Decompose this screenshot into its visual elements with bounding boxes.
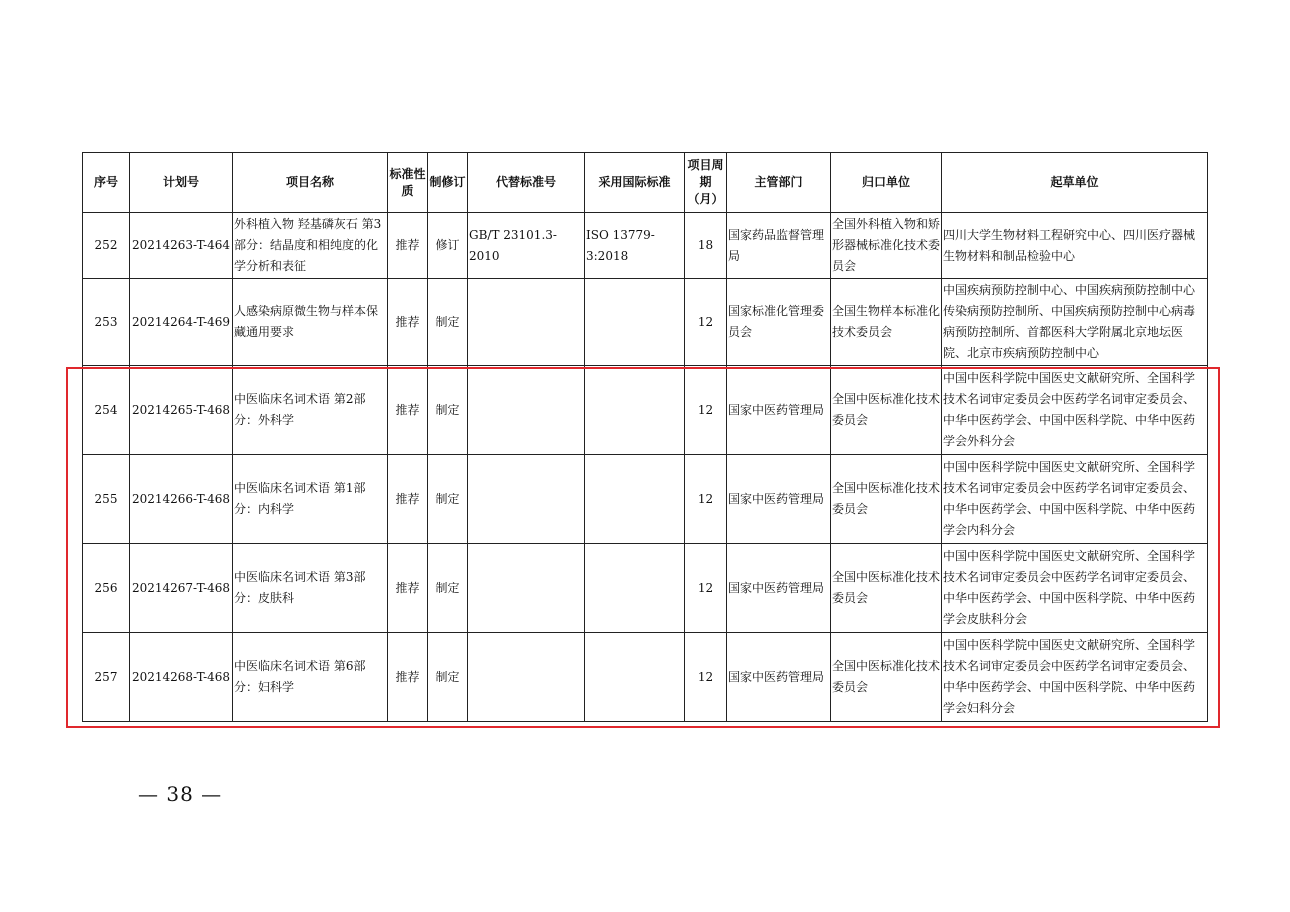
revision-type-cell: 制定 <box>428 633 468 722</box>
drafter-cell: 中国中医科学院中国医史文献研究所、全国科学技术名词审定委员会中医药学名词审定委员会、中华中医药学会、中国中医科学院、中华中医药学会外科分会 <box>942 366 1208 455</box>
replaced-standard-cell <box>468 633 585 722</box>
serial-cell: 254 <box>83 366 130 455</box>
header-cell: 标准性质 <box>388 153 428 213</box>
header-cell: 归口单位 <box>831 153 942 213</box>
replaced-standard-cell <box>468 366 585 455</box>
replaced-standard-cell <box>468 279 585 366</box>
period-cell: 12 <box>685 633 727 722</box>
replaced-standard-cell: GB/T 23101.3-2010 <box>468 213 585 279</box>
intl-standard-cell: ISO 13779-3:2018 <box>585 213 685 279</box>
department-cell: 国家中医药管理局 <box>727 366 831 455</box>
header-cell: 采用国际标准 <box>585 153 685 213</box>
project-name-cell: 外科植入物 羟基磷灰石 第3部分：结晶度和相纯度的化学分析和表征 <box>233 213 388 279</box>
plan-number-cell: 20214266-T-468 <box>130 455 233 544</box>
intl-standard-cell <box>585 279 685 366</box>
project-name-cell: 中医临床名词术语 第2部分：外科学 <box>233 366 388 455</box>
table-row <box>83 279 1208 366</box>
technical-committee-cell: 全国中医标准化技术委员会 <box>831 366 942 455</box>
header-cell: 计划号 <box>130 153 233 213</box>
standards-plan-table <box>82 152 1208 722</box>
project-name-cell: 中医临床名词术语 第6部分：妇科学 <box>233 633 388 722</box>
project-name-cell: 中医临床名词术语 第1部分：内科学 <box>233 455 388 544</box>
serial-cell: 255 <box>83 455 130 544</box>
drafter-cell: 中国中医科学院中国医史文献研究所、全国科学技术名词审定委员会中医药学名词审定委员会、中华中医药学会、中国中医科学院、中华中医药学会内科分会 <box>942 455 1208 544</box>
department-cell: 国家标准化管理委员会 <box>727 279 831 366</box>
nature-cell: 推荐 <box>388 455 428 544</box>
header-cell: 代替标准号 <box>468 153 585 213</box>
page-number: — 38 — <box>138 782 223 806</box>
table-row <box>83 544 1208 633</box>
plan-number-cell: 20214268-T-468 <box>130 633 233 722</box>
technical-committee-cell: 全国中医标准化技术委员会 <box>831 633 942 722</box>
plan-number-cell: 20214263-T-464 <box>130 213 233 279</box>
department-cell: 国家中医药管理局 <box>727 455 831 544</box>
intl-standard-cell <box>585 455 685 544</box>
project-name-cell: 人感染病原微生物与样本保藏通用要求 <box>233 279 388 366</box>
drafter-cell: 中国疾病预防控制中心、中国疾病预防控制中心传染病预防控制所、中国疾病预防控制中心病毒病预防控制所、首都医科大学附属北京地坛医院、北京市疾病预防控制中心 <box>942 279 1208 366</box>
nature-cell: 推荐 <box>388 213 428 279</box>
plan-number-cell: 20214264-T-469 <box>130 279 233 366</box>
table-row <box>83 213 1208 279</box>
replaced-standard-cell <box>468 455 585 544</box>
period-cell: 12 <box>685 279 727 366</box>
serial-cell: 253 <box>83 279 130 366</box>
technical-committee-cell: 全国外科植入物和矫形器械标准化技术委员会 <box>831 213 942 279</box>
technical-committee-cell: 全国中医标准化技术委员会 <box>831 455 942 544</box>
drafter-cell: 中国中医科学院中国医史文献研究所、全国科学技术名词审定委员会中医药学名词审定委员会、中华中医药学会、中国中医科学院、中华中医药学会妇科分会 <box>942 633 1208 722</box>
drafter-cell: 四川大学生物材料工程研究中心、四川医疗器械生物材料和制品检验中心 <box>942 213 1208 279</box>
period-cell: 12 <box>685 544 727 633</box>
table-row <box>83 455 1208 544</box>
replaced-standard-cell <box>468 544 585 633</box>
project-name-cell: 中医临床名词术语 第3部分：皮肤科 <box>233 544 388 633</box>
nature-cell: 推荐 <box>388 366 428 455</box>
plan-number-cell: 20214267-T-468 <box>130 544 233 633</box>
intl-standard-cell <box>585 633 685 722</box>
table-row <box>83 366 1208 455</box>
header-cell: 序号 <box>83 153 130 213</box>
nature-cell: 推荐 <box>388 633 428 722</box>
department-cell: 国家中医药管理局 <box>727 633 831 722</box>
header-cell: 制修订 <box>428 153 468 213</box>
table-row <box>83 633 1208 722</box>
revision-type-cell: 制定 <box>428 279 468 366</box>
revision-type-cell: 制定 <box>428 455 468 544</box>
header-cell: 主管部门 <box>727 153 831 213</box>
revision-type-cell: 制定 <box>428 544 468 633</box>
serial-cell: 256 <box>83 544 130 633</box>
intl-standard-cell <box>585 366 685 455</box>
period-cell: 18 <box>685 213 727 279</box>
drafter-cell: 中国中医科学院中国医史文献研究所、全国科学技术名词审定委员会中医药学名词审定委员会、中华中医药学会、中国中医科学院、中华中医药学会皮肤科分会 <box>942 544 1208 633</box>
header-cell: 项目名称 <box>233 153 388 213</box>
table-header-row <box>83 153 1208 213</box>
technical-committee-cell: 全国生物样本标准化技术委员会 <box>831 279 942 366</box>
revision-type-cell: 修订 <box>428 213 468 279</box>
serial-cell: 252 <box>83 213 130 279</box>
serial-cell: 257 <box>83 633 130 722</box>
header-cell: 起草单位 <box>942 153 1208 213</box>
department-cell: 国家药品监督管理局 <box>727 213 831 279</box>
intl-standard-cell <box>585 544 685 633</box>
period-cell: 12 <box>685 366 727 455</box>
revision-type-cell: 制定 <box>428 366 468 455</box>
department-cell: 国家中医药管理局 <box>727 544 831 633</box>
plan-number-cell: 20214265-T-468 <box>130 366 233 455</box>
nature-cell: 推荐 <box>388 279 428 366</box>
technical-committee-cell: 全国中医标准化技术委员会 <box>831 544 942 633</box>
period-cell: 12 <box>685 455 727 544</box>
nature-cell: 推荐 <box>388 544 428 633</box>
header-cell: 项目周期（月） <box>685 153 727 213</box>
